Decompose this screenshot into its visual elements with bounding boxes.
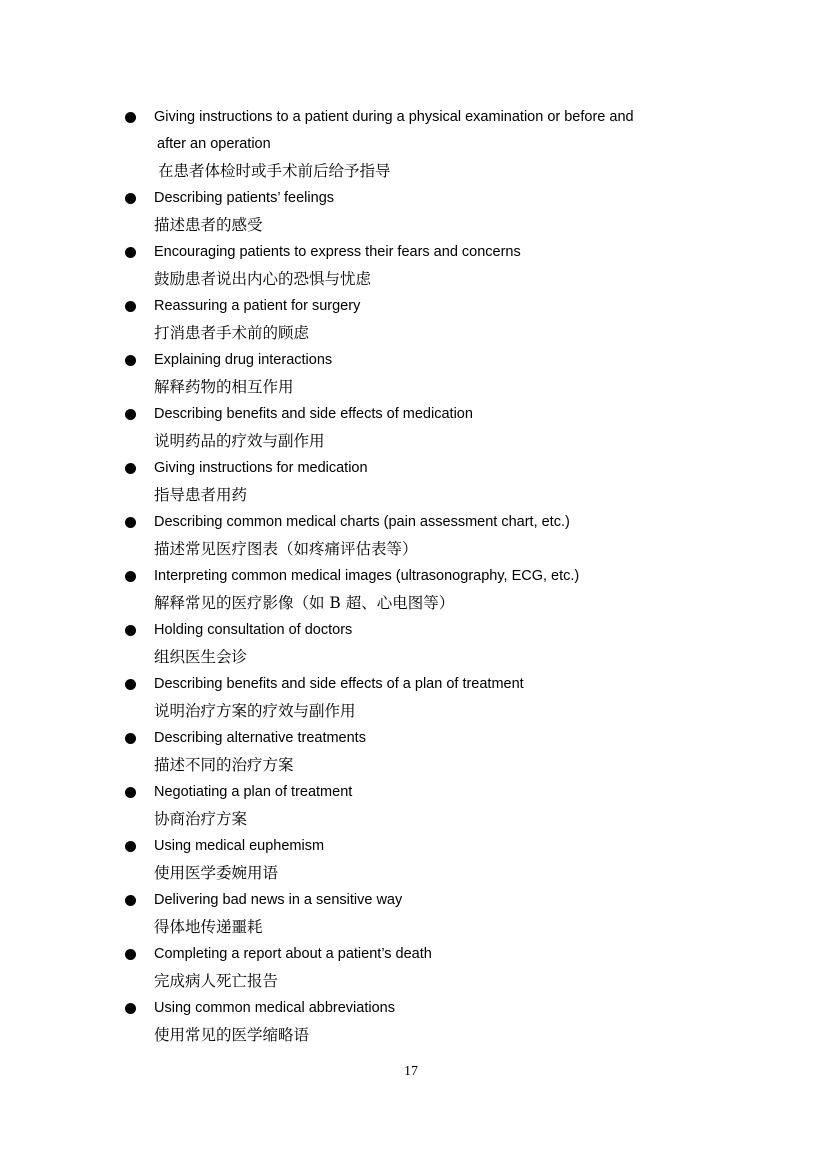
bullet-icon <box>125 625 136 636</box>
bullet-icon <box>125 733 136 744</box>
item-chinese-text: 指导患者用药 <box>154 486 248 504</box>
item-english-text: Reassuring a patient for surgery <box>154 298 361 314</box>
item-english-text: Interpreting common medical images (ultrasonography, ECG, etc.) <box>154 568 580 584</box>
list-item <box>0 779 822 833</box>
list-item <box>0 941 822 995</box>
item-chinese-text: 在患者体检时或手术前后给予指导 <box>158 162 391 180</box>
list-item <box>0 455 822 509</box>
list-item <box>0 995 822 1049</box>
bullet-icon <box>125 463 136 474</box>
item-english-text: Describing common medical charts (pain assessment chart, etc.) <box>154 514 570 530</box>
item-english-line-2: after an operation <box>157 136 271 152</box>
list-item <box>0 725 822 779</box>
bullet-icon <box>125 112 136 123</box>
bullet-icon <box>125 679 136 690</box>
item-chinese-text: 描述不同的治疗方案 <box>154 756 294 774</box>
list-item <box>0 401 822 455</box>
bullet-icon <box>125 1003 136 1014</box>
bullet-icon <box>125 841 136 852</box>
list-item <box>0 239 822 293</box>
item-chinese-text: 协商治疗方案 <box>154 810 248 828</box>
bullet-icon <box>125 193 136 204</box>
item-english-text: Explaining drug interactions <box>154 352 333 368</box>
page-number: 17 <box>404 1064 418 1079</box>
bullet-icon <box>125 949 136 960</box>
bullet-icon <box>125 355 136 366</box>
item-chinese-text: 描述患者的感受 <box>154 216 263 234</box>
item-english-text: Using medical euphemism <box>154 838 325 854</box>
item-english-text: Describing alternative treatments <box>154 730 366 746</box>
list-item <box>0 833 822 887</box>
item-english-text <box>154 104 664 158</box>
bullet-icon <box>125 301 136 312</box>
list-item <box>0 671 822 725</box>
list-item <box>0 887 822 941</box>
item-english-text: Describing benefits and side effects of a plan of treatment <box>154 676 524 692</box>
bullet-icon <box>125 895 136 906</box>
item-chinese-text: 描述常见医疗图表（如疼痛评估表等） <box>154 540 418 558</box>
item-english-text: Using common medical abbreviations <box>154 1000 395 1016</box>
list-item <box>0 104 822 185</box>
bullet-icon <box>125 409 136 420</box>
list-item <box>0 293 822 347</box>
item-chinese-text: 使用常见的医学缩略语 <box>154 1026 310 1044</box>
item-chinese-text: 说明治疗方案的疗效与副作用 <box>154 702 356 720</box>
list-item <box>0 509 822 563</box>
list-item <box>0 617 822 671</box>
item-chinese-text: 说明药品的疗效与副作用 <box>154 432 325 450</box>
skills-list <box>0 104 822 1049</box>
item-english-line-1: Giving instructions to a patient during a physical examination or before and <box>154 109 634 125</box>
item-chinese-text: 解释药物的相互作用 <box>154 378 294 396</box>
item-chinese-text: 鼓励患者说出内心的恐惧与忧虑 <box>154 270 372 288</box>
item-english-text: Delivering bad news in a sensitive way <box>154 892 403 908</box>
item-english-text: Completing a report about a patient’s death <box>154 946 432 962</box>
list-item <box>0 347 822 401</box>
bullet-icon <box>125 787 136 798</box>
item-chinese-text: 打消患者手术前的顾虑 <box>154 324 310 342</box>
item-chinese-text: 使用医学委婉用语 <box>154 864 279 882</box>
item-english-text: Holding consultation of doctors <box>154 622 353 638</box>
item-english-text: Encouraging patients to express their fears and concerns <box>154 244 521 260</box>
item-english-text: Describing benefits and side effects of medication <box>154 406 473 422</box>
item-chinese-text: 组织医生会诊 <box>154 648 248 666</box>
item-english-text: Negotiating a plan of treatment <box>154 784 353 800</box>
item-chinese-text: 得体地传递噩耗 <box>154 918 263 936</box>
item-chinese-text: 完成病人死亡报告 <box>154 972 279 990</box>
item-english-text: Describing patients’ feelings <box>154 190 335 206</box>
bullet-icon <box>125 247 136 258</box>
item-chinese-text: 解释常见的医疗影像（如 B 超、心电图等） <box>154 594 455 612</box>
item-english-text: Giving instructions for medication <box>154 460 368 476</box>
list-item <box>0 563 822 617</box>
bullet-icon <box>125 517 136 528</box>
list-item <box>0 185 822 239</box>
bullet-icon <box>125 571 136 582</box>
